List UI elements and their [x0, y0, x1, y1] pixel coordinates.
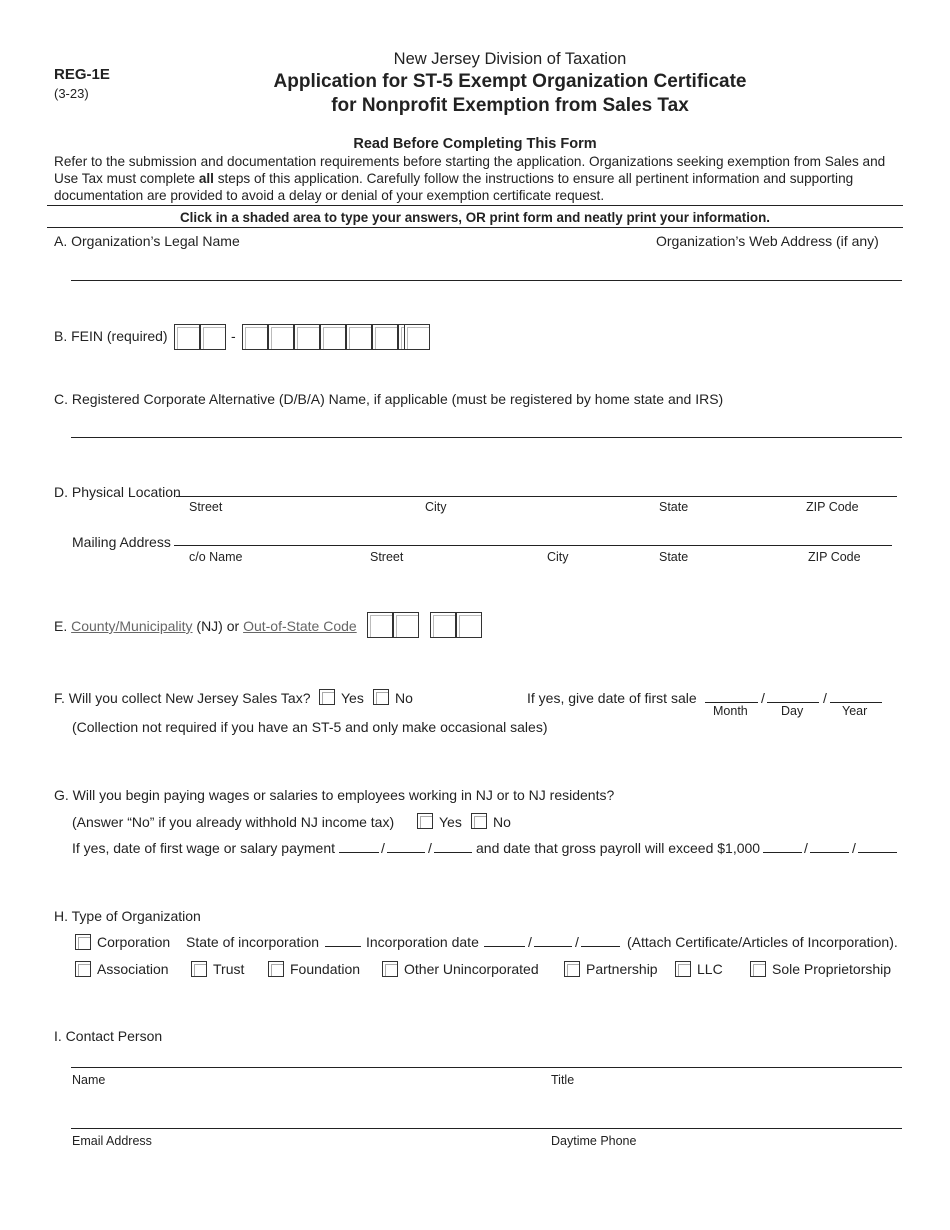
org-type-label: H. Type of Organization [54, 908, 201, 924]
wages-no-label: No [493, 814, 511, 830]
date-slash: / [823, 690, 827, 706]
first-sale-day-field[interactable] [767, 702, 819, 703]
state-of-incorporation-field[interactable] [325, 946, 361, 947]
contact-title-caption: Title [551, 1073, 575, 1087]
fein-digit-6[interactable] [320, 324, 346, 350]
trust-label: Trust [213, 961, 245, 977]
contact-email-caption: Email Address [72, 1134, 152, 1148]
date-slash: / [381, 840, 385, 856]
date-slash: / [528, 934, 532, 950]
llc-label: LLC [697, 961, 723, 977]
payroll-exceed-month-field[interactable] [763, 852, 802, 853]
county-code-digit-1[interactable] [367, 612, 393, 638]
fein-label: B. FEIN (required) [54, 328, 168, 344]
sole-proprietorship-checkbox[interactable] [750, 961, 766, 977]
county-code-label: E. County/Municipality (NJ) or Out-of-State Code [54, 618, 357, 634]
fein-digit-7[interactable] [346, 324, 372, 350]
fein-digit-10[interactable] [404, 324, 430, 350]
sales-tax-no-label: No [395, 690, 413, 706]
attach-certificate-note: (Attach Certificate/Articles of Incorporation). [627, 934, 898, 950]
corporation-checkbox[interactable] [75, 934, 91, 950]
trust-checkbox[interactable] [191, 961, 207, 977]
contact-phone-caption: Daytime Phone [551, 1134, 637, 1148]
payroll-exceed-label: and date that gross payroll will exceed $1,000 [476, 840, 761, 856]
sales-tax-no-checkbox[interactable] [373, 689, 389, 705]
incorporation-day-field[interactable] [534, 946, 572, 947]
fein-digit-1[interactable] [174, 324, 200, 350]
day-caption: Day [781, 704, 804, 718]
contact-email-phone-field[interactable] [71, 1128, 902, 1129]
form-id: REG-1E [54, 66, 110, 83]
date-slash: / [575, 934, 579, 950]
agency-name: New Jersey Division of Taxation [393, 50, 627, 68]
first-wage-day-field[interactable] [387, 852, 425, 853]
co-name-caption: c/o Name [189, 550, 243, 564]
zip-caption: ZIP Code [806, 500, 859, 514]
partnership-label: Partnership [586, 961, 658, 977]
mailing-zip-caption: ZIP Code [808, 550, 861, 564]
physical-location-field[interactable] [176, 496, 897, 497]
form-revision: (3-23) [54, 86, 89, 101]
street-caption: Street [189, 500, 223, 514]
partnership-checkbox[interactable] [564, 961, 580, 977]
association-checkbox[interactable] [75, 961, 91, 977]
first-wage-label: If yes, date of first wage or salary payment [72, 840, 336, 856]
first-sale-label: If yes, give date of first sale [527, 690, 697, 706]
first-sale-month-field[interactable] [705, 702, 758, 703]
date-slash: / [852, 840, 856, 856]
sales-tax-note: (Collection not required if you have an ST-5 and only make occasional sales) [72, 719, 548, 735]
contact-name-caption: Name [72, 1073, 106, 1087]
sole-proprietorship-label: Sole Proprietorship [772, 961, 892, 977]
physical-location-label: D. Physical Location [54, 484, 181, 500]
fein-digit-8[interactable] [372, 324, 398, 350]
wages-no-checkbox[interactable] [471, 813, 487, 829]
sales-tax-yes-label: Yes [341, 690, 364, 706]
dba-field[interactable] [71, 437, 902, 438]
county-code-digit-2[interactable] [393, 612, 419, 638]
form-title-line2: for Nonprofit Exemption from Sales Tax [331, 95, 689, 116]
incorporation-year-field[interactable] [581, 946, 620, 947]
sales-tax-question: F. Will you collect New Jersey Sales Tax? [54, 690, 311, 706]
wages-yes-checkbox[interactable] [417, 813, 433, 829]
incorporation-date-label: Incorporation date [366, 934, 479, 950]
llc-checkbox[interactable] [675, 961, 691, 977]
county-municipality-link[interactable]: County/Municipality [71, 618, 193, 634]
mailing-state-caption: State [659, 550, 689, 564]
state-of-incorporation-label: State of incorporation [186, 934, 320, 950]
legal-name-label: A. Organization’s Legal Name [54, 233, 240, 249]
foundation-label: Foundation [290, 961, 361, 977]
sales-tax-yes-checkbox[interactable] [319, 689, 335, 705]
divider-bottom [47, 227, 903, 228]
fein-digit-5[interactable] [294, 324, 320, 350]
fein-digit-3[interactable] [242, 324, 268, 350]
first-wage-year-field[interactable] [434, 852, 472, 853]
contact-name-title-field[interactable] [71, 1067, 902, 1068]
web-address-label: Organization’s Web Address (if any) [656, 233, 879, 249]
dba-label: C. Registered Corporate Alternative (D/B/A) Name, if applicable (must be registered by home state and IRS) [54, 391, 724, 407]
month-caption: Month [713, 704, 748, 718]
county-code-digit-4[interactable] [456, 612, 482, 638]
mailing-address-field[interactable] [174, 545, 892, 546]
other-unincorporated-checkbox[interactable] [382, 961, 398, 977]
wages-note: (Answer “No” if you already withhold NJ income tax) [72, 814, 395, 830]
form-title-line1: Application for ST-5 Exempt Organization Certificate [273, 71, 747, 92]
instruction-bar: Click in a shaded area to type your answers, OR print form and neatly print your information. [179, 210, 771, 225]
fein-digit-2[interactable] [200, 324, 226, 350]
date-slash: / [804, 840, 808, 856]
county-code-digit-3[interactable] [430, 612, 456, 638]
year-caption: Year [842, 704, 868, 718]
mailing-city-caption: City [547, 550, 569, 564]
mailing-address-label: Mailing Address [72, 534, 171, 550]
city-caption: City [425, 500, 447, 514]
corporation-label: Corporation [97, 934, 171, 950]
state-caption: State [659, 500, 689, 514]
intro-text: Refer to the submission and documentation requirements before starting the application. Organizations seeking exemption from Sales and Use Tax must complete all steps of this application. Carefully follow the instructions to ensure all pertinent information and supporting documentation are provided to avoid a delay or denial of your exemption certificate request. [54, 154, 886, 203]
wages-question: G. Will you begin paying wages or salaries to employees working in NJ or to NJ residents? [54, 787, 615, 803]
fein-digit-4[interactable] [268, 324, 294, 350]
out-of-state-code-link[interactable]: Out-of-State Code [243, 618, 357, 634]
payroll-exceed-year-field[interactable] [858, 852, 897, 853]
legal-name-field[interactable] [71, 280, 902, 281]
divider-top [47, 205, 903, 206]
date-slash: / [428, 840, 432, 856]
incorporation-month-field[interactable] [484, 946, 525, 947]
first-sale-year-field[interactable] [830, 702, 882, 703]
contact-person-label: I. Contact Person [54, 1028, 163, 1044]
intro-heading: Read Before Completing This Form [353, 136, 597, 152]
date-slash: / [761, 690, 765, 706]
payroll-exceed-day-field[interactable] [810, 852, 849, 853]
foundation-checkbox[interactable] [268, 961, 284, 977]
fein-dash: - [231, 328, 236, 344]
mailing-street-caption: Street [370, 550, 404, 564]
other-unincorporated-label: Other Unincorporated [404, 961, 539, 977]
wages-yes-label: Yes [439, 814, 462, 830]
association-label: Association [97, 961, 169, 977]
first-wage-month-field[interactable] [339, 852, 379, 853]
